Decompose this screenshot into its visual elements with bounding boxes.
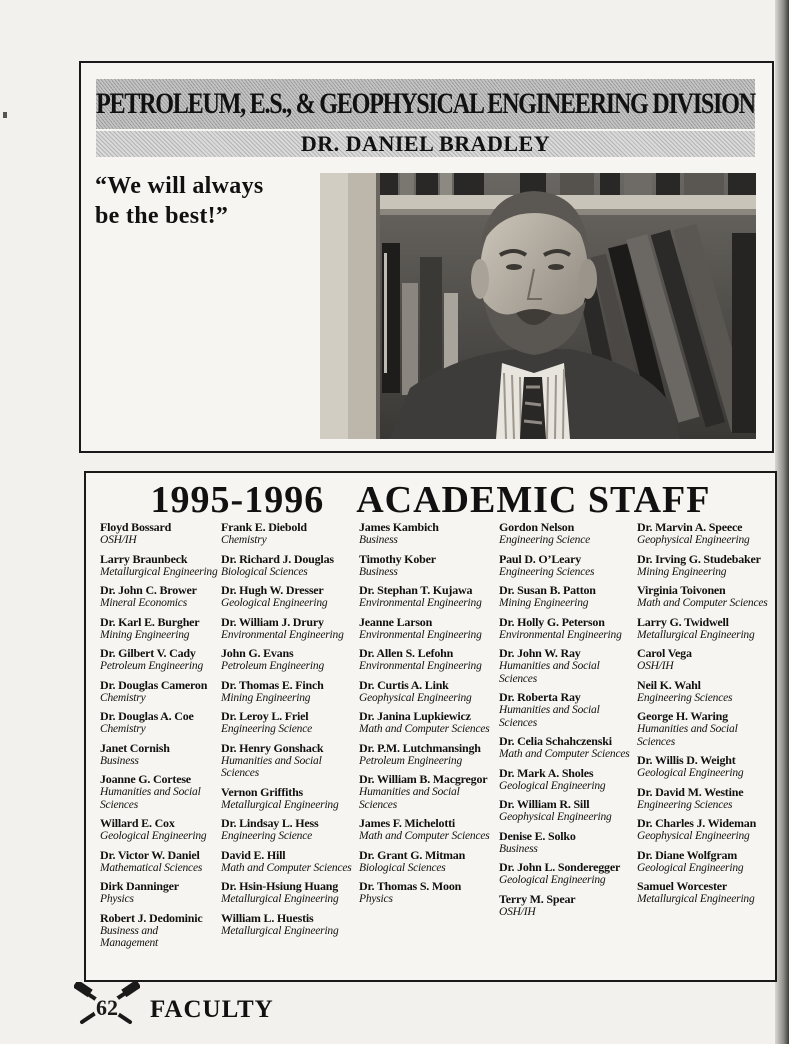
staff-department: OSH/IH bbox=[637, 660, 674, 672]
staff-entry bbox=[100, 817, 218, 843]
staff-name: William L. Huestis bbox=[221, 910, 314, 925]
staff-name: Dr. Douglas Cameron bbox=[100, 677, 208, 692]
crossed-hammers-icon bbox=[74, 982, 140, 1028]
staff-department: Business bbox=[359, 565, 398, 578]
staff-department: Geophysical Engineering bbox=[359, 691, 472, 704]
staff-name: Dr. Willis D. Weight bbox=[637, 753, 736, 767]
staff-department: Math and Computer Sciences bbox=[359, 723, 490, 735]
staff-department: Geophysical Engineering bbox=[637, 534, 750, 546]
staff-department: Geophysical Engineering bbox=[499, 811, 612, 823]
staff-entry bbox=[100, 773, 218, 811]
staff-name: Timothy Kober bbox=[359, 551, 436, 566]
staff-entry bbox=[221, 880, 356, 906]
staff-entry bbox=[221, 912, 356, 938]
staff-department: Math and Computer Sciences bbox=[359, 830, 490, 842]
staff-name: Jeanne Larson bbox=[359, 614, 433, 629]
staff-entry bbox=[359, 710, 495, 736]
staff-entry bbox=[221, 647, 356, 673]
staff-entry bbox=[359, 773, 495, 811]
staff-department: Math and Computer Sciences bbox=[499, 748, 630, 760]
staff-department: Biological Sciences bbox=[359, 861, 446, 874]
staff-department: Mining Engineering bbox=[100, 628, 190, 641]
staff-name: James Kambich bbox=[359, 520, 439, 534]
staff-department: Metallurgical Engineering bbox=[221, 893, 339, 905]
staff-entry bbox=[637, 553, 769, 579]
staff-name: Joanne G. Cortese bbox=[100, 772, 191, 786]
staff-department: Humanities and Social Sciences bbox=[499, 660, 600, 685]
staff-entry bbox=[499, 861, 634, 887]
staff-department: Humanities and Social Sciences bbox=[637, 723, 738, 748]
staff-column-3 bbox=[359, 521, 495, 912]
staff-entry bbox=[221, 521, 356, 547]
division-feature bbox=[79, 61, 774, 453]
staff-entry bbox=[221, 817, 356, 843]
staff-department: Petroleum Engineering bbox=[100, 660, 204, 672]
staff-department: Chemistry bbox=[100, 691, 146, 704]
scan-mark bbox=[3, 112, 7, 118]
page-footer bbox=[74, 982, 374, 1032]
staff-entry bbox=[637, 679, 769, 705]
staff-department: OSH/IH bbox=[100, 534, 137, 546]
staff-department: Geophysical Engineering bbox=[637, 830, 750, 842]
staff-department: Business bbox=[499, 842, 538, 855]
staff-name: Dr. Janina Lupkiewicz bbox=[359, 709, 471, 723]
staff-name: Dr. Hsin-Hsiung Huang bbox=[221, 879, 339, 893]
staff-name: John G. Evans bbox=[221, 646, 294, 660]
staff-department: Geological Engineering bbox=[499, 874, 606, 886]
staff-entry bbox=[100, 553, 218, 579]
staff-name: Terry M. Spear bbox=[499, 891, 576, 906]
staff-department: Environmental Engineering bbox=[221, 628, 344, 641]
staff-entry bbox=[221, 584, 356, 610]
quote-line-2: be the best!” bbox=[95, 203, 229, 229]
director-name: DR. DANIEL BRADLEY bbox=[96, 131, 755, 157]
staff-department: Metallurgical Engineering bbox=[100, 565, 218, 578]
staff-name: Dirk Danninger bbox=[100, 879, 179, 893]
director-photo bbox=[320, 173, 756, 439]
staff-department: Engineering Sciences bbox=[499, 565, 595, 578]
staff-department: Environmental Engineering bbox=[359, 597, 482, 609]
page-number: 62 bbox=[96, 995, 118, 1020]
staff-department: Metallurgical Engineering bbox=[221, 924, 339, 937]
staff-department: Geological Engineering bbox=[221, 597, 328, 609]
division-title: PETROLEUM, E.S., & GEOPHYSICAL ENGINEERING DIVISION bbox=[96, 79, 755, 129]
staff-name: Frank E. Diebold bbox=[221, 520, 307, 534]
staff-department: Geological Engineering bbox=[637, 861, 744, 874]
staff-name: Dr. Thomas S. Moon bbox=[359, 879, 462, 893]
staff-entry bbox=[100, 616, 218, 642]
staff-name: Dr. Curtis A. Link bbox=[359, 677, 449, 692]
staff-department: Mining Engineering bbox=[221, 691, 311, 704]
staff-entry bbox=[637, 710, 769, 748]
staff-name: Dr. Holly G. Peterson bbox=[499, 614, 605, 629]
staff-name: Dr. Charles J. Wideman bbox=[637, 816, 757, 830]
staff-entry bbox=[359, 679, 495, 705]
staff-entry bbox=[637, 849, 769, 875]
staff-department: Physics bbox=[100, 893, 134, 905]
quote-line-1: “We will always bbox=[95, 173, 264, 199]
staff-name: Dr. P.M. Lutchmansingh bbox=[359, 740, 481, 755]
staff-name: Carol Vega bbox=[637, 646, 692, 660]
staff-department: Geological Engineering bbox=[499, 779, 606, 792]
staff-entry bbox=[100, 912, 218, 950]
staff-entry bbox=[359, 584, 495, 610]
staff-heading bbox=[86, 477, 775, 523]
staff-department: Mining Engineering bbox=[637, 565, 727, 578]
staff-entry bbox=[499, 691, 634, 729]
staff-name: Dr. Leroy L. Friel bbox=[221, 709, 309, 723]
staff-department: Physics bbox=[359, 893, 393, 905]
staff-name: Denise E. Solko bbox=[499, 828, 576, 843]
staff-name: Paul D. O’Leary bbox=[499, 551, 581, 566]
staff-name: Floyd Bossard bbox=[100, 520, 172, 534]
staff-name: Dr. Richard J. Douglas bbox=[221, 551, 334, 566]
staff-department: Petroleum Engineering bbox=[359, 754, 463, 767]
staff-entry bbox=[100, 880, 218, 906]
staff-name: Dr. Douglas A. Coe bbox=[100, 709, 194, 723]
staff-entry bbox=[637, 754, 769, 780]
staff-department: Biological Sciences bbox=[221, 565, 308, 578]
staff-department: Engineering Sciences bbox=[637, 798, 733, 811]
staff-column-5 bbox=[637, 521, 769, 912]
staff-name: Dr. Roberta Ray bbox=[499, 690, 581, 704]
staff-department: Engineering Sciences bbox=[637, 691, 733, 704]
staff-name: Dr. William R. Sill bbox=[499, 797, 590, 811]
staff-entry bbox=[359, 647, 495, 673]
staff-department: Metallurgical Engineering bbox=[637, 628, 755, 641]
staff-entry bbox=[637, 616, 769, 642]
staff-name: Robert J. Dedominic bbox=[100, 910, 203, 925]
staff-name: Dr. John C. Brower bbox=[100, 583, 197, 597]
staff-name: Dr. Allen S. Lefohn bbox=[359, 646, 454, 660]
staff-name: Dr. Lindsay L. Hess bbox=[221, 816, 319, 830]
staff-department: Geological Engineering bbox=[637, 767, 744, 779]
staff-name: Gordon Nelson bbox=[499, 520, 575, 534]
staff-name: Dr. Henry Gonshack bbox=[221, 740, 324, 755]
staff-entry bbox=[100, 679, 218, 705]
staff-entry bbox=[359, 880, 495, 906]
staff-department: Mining Engineering bbox=[499, 597, 589, 609]
staff-name: Dr. John L. Sonderegger bbox=[499, 860, 621, 874]
staff-name: Dr. Marvin A. Speece bbox=[637, 520, 743, 534]
staff-entry bbox=[499, 521, 634, 547]
staff-entry bbox=[100, 647, 218, 673]
staff-title: ACADEMIC STAFF bbox=[356, 479, 711, 521]
staff-department: Environmental Engineering bbox=[359, 628, 482, 641]
binding-edge bbox=[775, 0, 789, 1044]
staff-department: Environmental Engineering bbox=[359, 660, 482, 672]
staff-department: Business and Management bbox=[100, 924, 159, 949]
staff-name: Dr. Hugh W. Dresser bbox=[221, 583, 324, 597]
staff-name: Dr. David M. Westine bbox=[637, 784, 744, 799]
staff-entry bbox=[359, 521, 495, 547]
staff-entry bbox=[359, 742, 495, 768]
staff-entry bbox=[499, 647, 634, 685]
staff-department: Humanities and Social Sciences bbox=[359, 786, 460, 811]
staff-entry bbox=[359, 553, 495, 579]
staff-name: Dr. Susan B. Patton bbox=[499, 583, 596, 597]
staff-entry bbox=[637, 584, 769, 610]
staff-entry bbox=[221, 553, 356, 579]
staff-entry bbox=[499, 767, 634, 793]
staff-department: Engineering Science bbox=[221, 723, 313, 735]
staff-department: Metallurgical Engineering bbox=[637, 893, 755, 905]
staff-column-1 bbox=[100, 521, 218, 956]
staff-department: Chemistry bbox=[100, 723, 146, 735]
staff-entry bbox=[637, 880, 769, 906]
staff-name: Neil K. Wahl bbox=[637, 677, 701, 692]
staff-department: Humanities and Social Sciences bbox=[499, 704, 600, 729]
staff-name: Larry Braunbeck bbox=[100, 551, 188, 566]
staff-entry bbox=[637, 521, 769, 547]
staff-entry bbox=[359, 616, 495, 642]
staff-name: Dr. Diane Wolfgram bbox=[637, 847, 738, 862]
staff-name: Dr. William B. Macgregor bbox=[359, 772, 488, 786]
staff-entry bbox=[359, 849, 495, 875]
staff-department: Mineral Economics bbox=[100, 597, 187, 609]
staff-entry bbox=[499, 553, 634, 579]
staff-name: Dr. Mark A. Sholes bbox=[499, 765, 594, 780]
staff-entry bbox=[499, 584, 634, 610]
staff-department: Geological Engineering bbox=[100, 830, 207, 842]
staff-entry bbox=[499, 735, 634, 761]
staff-entry bbox=[221, 710, 356, 736]
staff-entry bbox=[221, 849, 356, 875]
staff-department: OSH/IH bbox=[499, 905, 536, 918]
staff-department: Chemistry bbox=[221, 534, 267, 546]
staff-name: Janet Cornish bbox=[100, 740, 170, 755]
staff-name: James F. Michelotti bbox=[359, 816, 456, 830]
staff-department: Humanities and Social Sciences bbox=[221, 754, 322, 779]
staff-name: Virginia Toivonen bbox=[637, 583, 726, 597]
staff-entry bbox=[637, 647, 769, 673]
staff-entry bbox=[221, 616, 356, 642]
staff-department: Business bbox=[100, 754, 139, 767]
staff-entry bbox=[221, 742, 356, 780]
staff-entry bbox=[100, 584, 218, 610]
staff-department: Petroleum Engineering bbox=[221, 660, 325, 672]
academic-staff-panel bbox=[84, 471, 777, 982]
staff-name: Dr. Celia Schahczenski bbox=[499, 734, 612, 748]
staff-entry bbox=[499, 893, 634, 919]
staff-entry bbox=[499, 798, 634, 824]
staff-name: Dr. John W. Ray bbox=[499, 646, 581, 660]
staff-name: Larry G. Twidwell bbox=[637, 614, 729, 629]
staff-department: Math and Computer Sciences bbox=[221, 861, 352, 874]
staff-entry bbox=[100, 521, 218, 547]
staff-entry bbox=[100, 710, 218, 736]
staff-department: Engineering Science bbox=[499, 534, 591, 546]
staff-entry bbox=[221, 786, 356, 812]
staff-entry bbox=[499, 616, 634, 642]
staff-column-4 bbox=[499, 521, 634, 924]
staff-name: Willard E. Cox bbox=[100, 816, 175, 830]
staff-entry bbox=[100, 849, 218, 875]
staff-name: George H. Waring bbox=[637, 709, 728, 723]
staff-name: Vernon Griffiths bbox=[221, 784, 304, 799]
staff-department: Math and Computer Sciences bbox=[637, 597, 768, 609]
staff-department: Environmental Engineering bbox=[499, 628, 622, 641]
staff-name: Dr. Thomas E. Finch bbox=[221, 677, 324, 692]
staff-entry bbox=[221, 679, 356, 705]
staff-name: Dr. Grant G. Mitman bbox=[359, 847, 466, 862]
staff-column-2 bbox=[221, 521, 356, 943]
staff-department: Humanities and Social Sciences bbox=[100, 786, 201, 811]
staff-entry bbox=[637, 817, 769, 843]
staff-name: Dr. Karl E. Burgher bbox=[100, 614, 200, 629]
staff-entry bbox=[637, 786, 769, 812]
staff-department: Mathematical Sciences bbox=[100, 861, 203, 874]
staff-department: Metallurgical Engineering bbox=[221, 798, 339, 811]
staff-name: Dr. Irving G. Studebaker bbox=[637, 551, 761, 566]
staff-name: Samuel Worcester bbox=[637, 879, 728, 893]
director-quote bbox=[95, 171, 325, 231]
staff-entry bbox=[100, 742, 218, 768]
staff-name: Dr. Victor W. Daniel bbox=[100, 847, 200, 862]
staff-name: David E. Hill bbox=[221, 847, 286, 862]
portrait-illustration bbox=[320, 173, 756, 439]
staff-department: Engineering Science bbox=[221, 830, 313, 842]
staff-entry bbox=[359, 817, 495, 843]
section-label: FACULTY bbox=[150, 996, 274, 1023]
staff-name: Dr. William J. Drury bbox=[221, 614, 324, 629]
staff-name: Dr. Gilbert V. Cady bbox=[100, 646, 196, 660]
staff-department: Business bbox=[359, 534, 398, 546]
staff-entry bbox=[499, 830, 634, 856]
staff-name: Dr. Stephan T. Kujawa bbox=[359, 583, 473, 597]
staff-years: 1995-1996 bbox=[150, 479, 325, 521]
